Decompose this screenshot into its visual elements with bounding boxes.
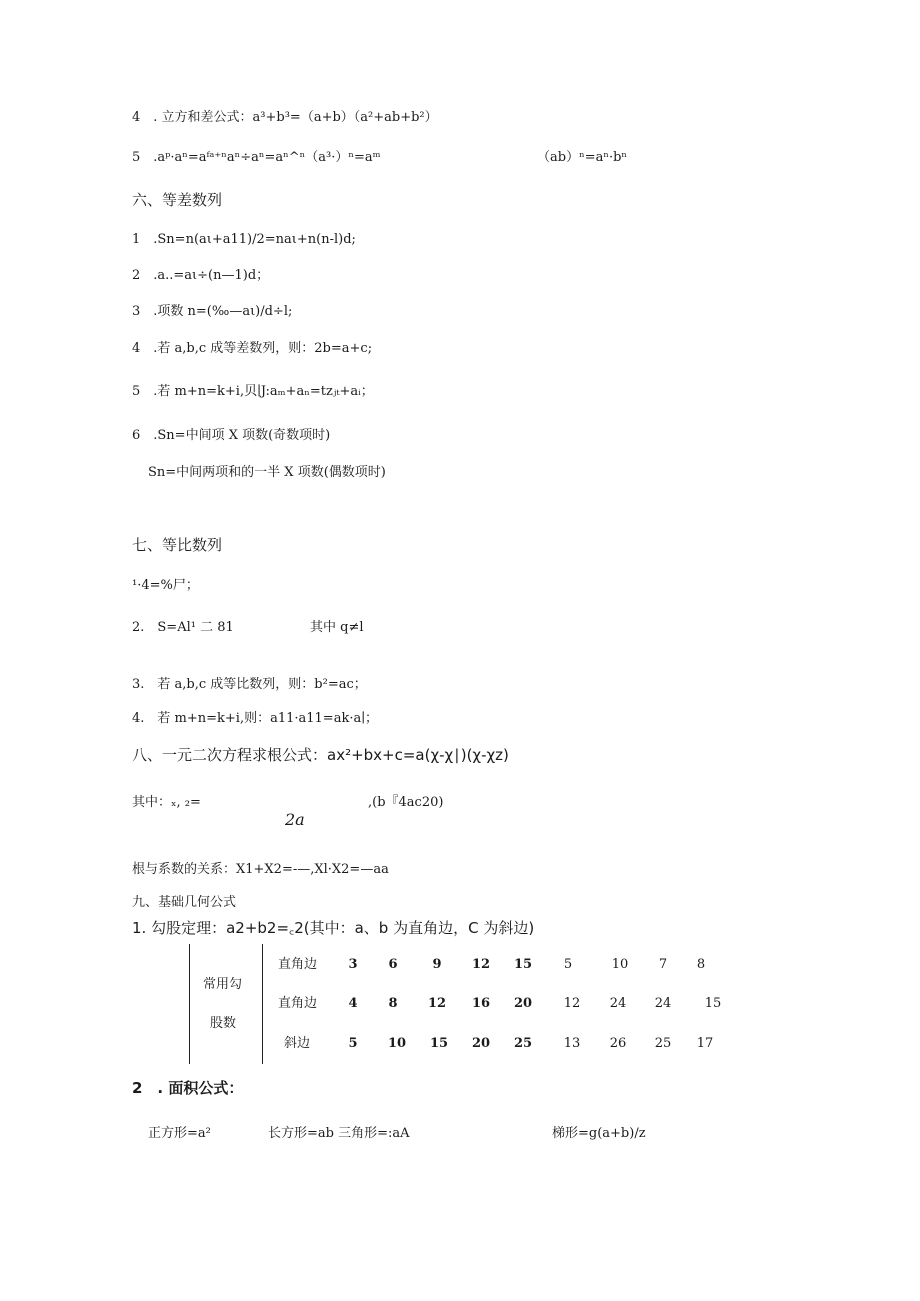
table-cell: 15 <box>429 1036 449 1051</box>
table-cell: 8 <box>388 996 398 1011</box>
area-formulas-heading: 2 . 面积公式： <box>132 1079 244 1097</box>
arith-item-6b: Sn=中间两项和的一半 X 项数(偶数项时) <box>148 465 386 480</box>
table-cell: 20 <box>471 1036 491 1051</box>
roots-condition: ,(b『4ac20) <box>368 795 444 810</box>
table-cell: 26 <box>609 1036 627 1051</box>
power-rules-right: （ab）ⁿ=aⁿ·bⁿ <box>537 150 628 165</box>
table-cell: 16 <box>471 996 491 1011</box>
arith-item-2: 2 .a..=aι÷(n—1)d； <box>132 268 270 283</box>
table-cell: 25 <box>654 1036 672 1051</box>
table-cell: 8 <box>696 957 706 972</box>
area-trapezoid: 梯形=g(a+b)∕z <box>552 1126 646 1141</box>
geom-item-2-right: 其中 q≠l <box>310 620 364 635</box>
table-cell: 12 <box>427 996 447 1011</box>
arith-item-6: 6 .Sn=中间项 X 项数(奇数项时) <box>132 428 331 443</box>
geom-item-3: 3. 若 a,b,c 成等比数列，则：b²=ac； <box>132 677 367 692</box>
area-square: 正方形=a² <box>148 1126 211 1141</box>
arith-item-5: 5 .若 m+n=k+i,贝∣J:aₘ+aₙ=tzⱼₜ+aᵢ； <box>132 384 374 399</box>
row-3-name: 斜边 <box>284 1036 311 1051</box>
area-rect-triangle: 长方形=ab 三角形=:aA <box>268 1126 410 1141</box>
table-label-line1: 常用勾 <box>203 977 243 992</box>
table-cell: 12 <box>471 957 491 972</box>
table-cell: 12 <box>563 996 581 1011</box>
table-cell: 5 <box>348 1036 358 1051</box>
table-cell: 10 <box>387 1036 407 1051</box>
vieta-relation: 根与系数的关系：X1+X2=-—,Xl·X2=—aa <box>132 862 389 877</box>
roots-denominator: 2a <box>285 810 305 829</box>
roots-label: 其中：ₓ, ₂= <box>132 795 201 810</box>
geom-item-1: ¹·4=%尸； <box>132 578 199 593</box>
table-cell: 15 <box>704 996 722 1011</box>
arith-item-4: 4 .若 a,b,c 成等差数列，则：2b=a+c; <box>132 341 373 356</box>
arith-item-1: 1 .Sn=n(aι+a11)/2=naι+n(n-l)d; <box>132 232 356 247</box>
table-cell: 13 <box>563 1036 581 1051</box>
table-cell: 20 <box>513 996 533 1011</box>
table-cell: 4 <box>348 996 358 1011</box>
table-cell: 9 <box>432 957 442 972</box>
table-cell: 15 <box>513 957 533 972</box>
table-left-border <box>189 944 190 1064</box>
power-rules-left: 5 .aᵖ·aⁿ=aᶠᵃ⁺ⁿaⁿ÷aⁿ=aⁿ^ⁿ（a³·）ⁿ=aᵐ <box>132 150 381 165</box>
row-2-name: 直角边 <box>278 996 318 1011</box>
geom-item-2-left: 2. S=Al¹ 二 81 <box>132 620 234 635</box>
table-cell: 24 <box>609 996 627 1011</box>
section9-heading: 九、基础几何公式 <box>132 895 237 910</box>
section6-heading: 六、等差数列 <box>132 191 223 209</box>
table-label-line2: 股数 <box>210 1016 237 1031</box>
section8-heading: 八、一元二次方程求根公式：ax²+bx+c=a(χ-χ∣)(χ-χz) <box>132 746 509 764</box>
table-cell: 17 <box>696 1036 714 1051</box>
cube-sum-formula: 4 . 立方和差公式：a³+b³=（a+b）（a²+ab+b²） <box>132 110 438 125</box>
table-cell: 3 <box>348 957 358 972</box>
arith-item-3: 3 .项数 n=(‰—aι)∕d÷l; <box>132 304 293 319</box>
pythagoras-item: 1. 勾股定理：a2+b2=꜀2(其中：a、b 为直角边，C 为斜边) <box>132 919 535 937</box>
table-cell: 7 <box>658 957 668 972</box>
table-cell: 24 <box>654 996 672 1011</box>
table-cell: 6 <box>388 957 398 972</box>
geom-item-4: 4. 若 m+n=k+i,则：a11·a11=ak·a∣； <box>132 711 378 726</box>
table-cell: 5 <box>563 957 573 972</box>
table-cell: 10 <box>611 957 629 972</box>
row-1-name: 直角边 <box>278 957 318 972</box>
section7-heading: 七、等比数列 <box>132 536 223 554</box>
table-cell: 25 <box>513 1036 533 1051</box>
table-divider <box>262 944 263 1064</box>
